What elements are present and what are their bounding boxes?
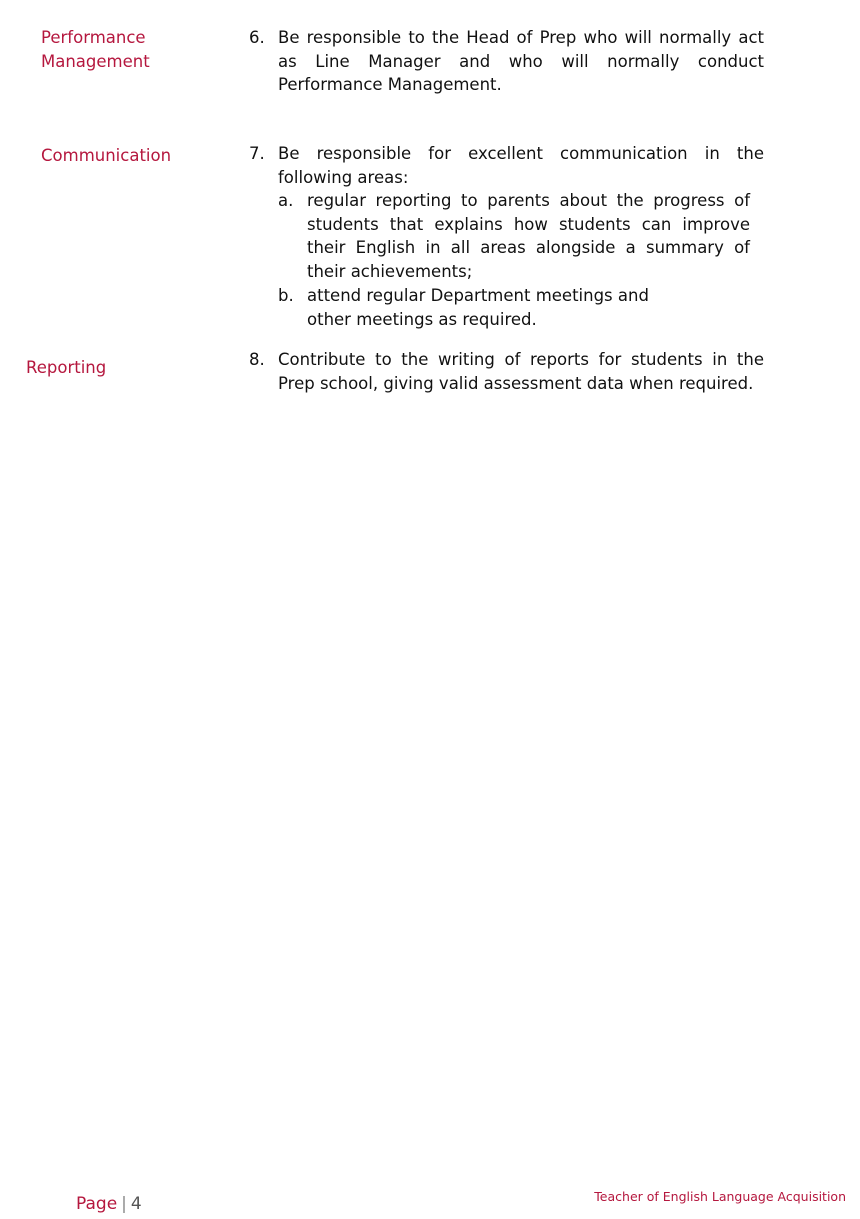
sub-item-text-line-1: attend regular Department meetings and <box>307 286 649 305</box>
item-text: Be responsible to the Head of Prep who will normally act as Line Manager and who will normally conduct Performance Management. <box>278 28 764 94</box>
sub-item-a <box>278 189 750 283</box>
sub-item-text-line-2: other meetings as required. <box>307 309 537 329</box>
page-separator: | <box>121 1194 127 1214</box>
page-number: 4 <box>130 1194 142 1214</box>
page-number-footer <box>76 1193 142 1215</box>
sub-item-b <box>278 284 750 331</box>
section-label-performance-management: Performance Management <box>41 28 150 71</box>
item-number: 6. <box>249 28 265 47</box>
document-title-footer: Teacher of English Language Acquisition <box>594 1189 846 1204</box>
sub-item-text: regular reporting to parents about the progress of students that explains how students can improve their English in all areas alongside a summary of their achievements; <box>307 191 750 281</box>
section-label-communication: Communication <box>41 146 172 165</box>
item-text: Be responsible for excellent communication in the following areas: <box>278 144 764 187</box>
list-item-7 <box>249 142 764 331</box>
page-word: Page <box>76 1194 118 1214</box>
item-text: Contribute to the writing of reports for students in the Prep school, giving valid assessment data when required. <box>278 350 764 393</box>
list-item-6 <box>249 26 764 97</box>
item-number: 7. <box>249 144 265 163</box>
sub-item-letter: a. <box>278 191 294 210</box>
sub-item-text-wrap <box>307 284 750 331</box>
item-number: 8. <box>249 350 265 369</box>
list-item-8 <box>249 348 764 395</box>
section-label-reporting: Reporting <box>26 358 107 377</box>
sub-item-letter: b. <box>278 286 294 305</box>
